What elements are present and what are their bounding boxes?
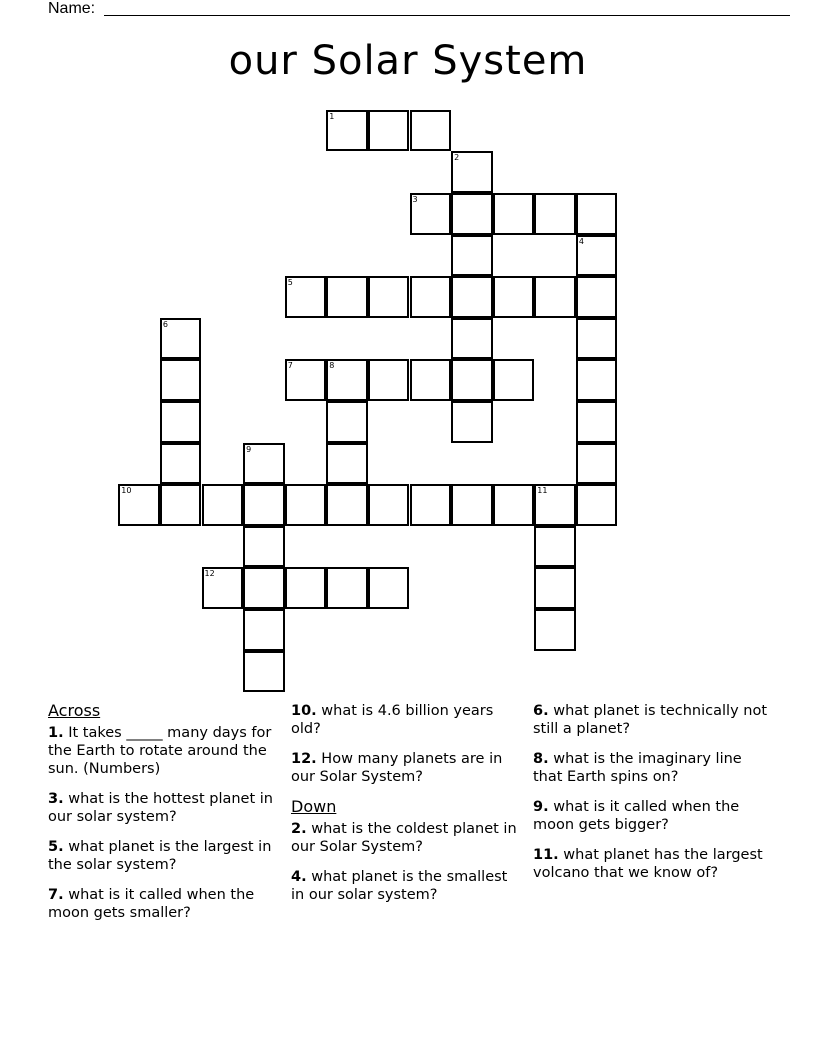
- clues-column-2: [291, 702, 523, 916]
- crossword-cell[interactable]: [493, 193, 535, 235]
- crossword-cell[interactable]: [410, 276, 452, 318]
- clue-number: 3: [412, 195, 418, 204]
- crossword-cell[interactable]: [243, 526, 285, 568]
- clue-item-number: 10.: [291, 703, 317, 719]
- crossword-cell[interactable]: [534, 484, 576, 526]
- clue-item-number: 5.: [48, 839, 64, 855]
- crossword-cell[interactable]: [326, 110, 368, 152]
- crossword-cell[interactable]: [160, 401, 202, 443]
- crossword-cell[interactable]: [451, 151, 493, 193]
- crossword-cell[interactable]: [368, 110, 410, 152]
- crossword-cell[interactable]: [368, 276, 410, 318]
- clue-number: 10: [121, 486, 132, 496]
- crossword-cell[interactable]: [451, 318, 493, 360]
- clue-item-text: what is it called when the moon gets smaller?: [48, 887, 255, 921]
- crossword-cell[interactable]: [576, 276, 618, 318]
- crossword-cell[interactable]: [576, 443, 618, 485]
- crossword-cell[interactable]: [160, 318, 202, 360]
- crossword-cell[interactable]: [576, 235, 618, 277]
- clue-item: [533, 702, 773, 738]
- clue-number: 5: [287, 278, 293, 288]
- crossword-cell[interactable]: [451, 359, 493, 401]
- clue-number: 11: [537, 486, 548, 496]
- down-heading: Down: [291, 797, 337, 816]
- crossword-cell[interactable]: [326, 443, 368, 485]
- crossword-cell[interactable]: [368, 359, 410, 401]
- crossword-cell[interactable]: [534, 609, 576, 651]
- clue-item: [533, 846, 773, 882]
- page-title: our Solar System: [228, 38, 588, 84]
- clue-item: [48, 838, 280, 874]
- clue-item-text: what planet is the largest in the solar system?: [48, 839, 272, 873]
- clue-number: 8: [329, 361, 335, 371]
- crossword-cell[interactable]: [576, 401, 618, 443]
- crossword-cell[interactable]: [576, 484, 618, 526]
- clue-item-text: what planet is technically not still a planet?: [533, 703, 768, 737]
- crossword-cell[interactable]: [202, 567, 244, 609]
- clue-item-number: 2.: [291, 821, 307, 837]
- crossword-cell[interactable]: [451, 235, 493, 277]
- crossword-cell[interactable]: [576, 359, 618, 401]
- crossword-cell[interactable]: [160, 443, 202, 485]
- crossword-cell[interactable]: [576, 193, 618, 235]
- crossword-cell[interactable]: [202, 484, 244, 526]
- clue-number: 2: [454, 153, 460, 163]
- crossword-cell[interactable]: [410, 359, 452, 401]
- crossword-cell[interactable]: [285, 484, 327, 526]
- clue-item: [291, 702, 523, 738]
- clue-item: [48, 886, 280, 922]
- clue-item-text: what planet has the largest volcano that we know of?: [533, 847, 763, 881]
- crossword-cell[interactable]: [160, 359, 202, 401]
- clue-item-text: what planet is the smallest in our solar system?: [291, 869, 508, 903]
- crossword-cell[interactable]: [326, 567, 368, 609]
- clue-item-number: 11.: [533, 847, 559, 863]
- clue-number: 7: [287, 361, 293, 371]
- clue-item-number: 1.: [48, 725, 64, 741]
- crossword-cell[interactable]: [368, 484, 410, 526]
- clue-item-text: what is the imaginary line that Earth spins on?: [533, 751, 742, 785]
- crossword-cell[interactable]: [576, 318, 618, 360]
- clue-item-text: what is the hottest planet in our solar system?: [48, 791, 273, 825]
- clue-number: 1: [329, 111, 335, 121]
- crossword-cell[interactable]: [410, 110, 452, 152]
- crossword-cell[interactable]: [243, 651, 285, 693]
- crossword-cell[interactable]: [451, 484, 493, 526]
- crossword-cell[interactable]: [368, 567, 410, 609]
- clue-item-number: 6.: [533, 703, 549, 719]
- clue-item-text: what is 4.6 billion years old?: [291, 703, 494, 737]
- crossword-cell[interactable]: [243, 443, 285, 485]
- crossword-cell[interactable]: [493, 484, 535, 526]
- clue-item-number: 8.: [533, 751, 549, 767]
- crossword-cell[interactable]: [410, 484, 452, 526]
- crossword-cell[interactable]: [534, 193, 576, 235]
- clue-number: 9: [246, 444, 252, 454]
- clue-number: 12: [204, 569, 215, 579]
- name-label: Name:: [48, 0, 96, 17]
- clue-item-number: 7.: [48, 887, 64, 903]
- clue-item-text: It takes _____ many days for the Earth to rotate around the sun. (Numbers): [48, 725, 272, 777]
- crossword-cell[interactable]: [326, 484, 368, 526]
- crossword-cell[interactable]: [243, 609, 285, 651]
- crossword-cell[interactable]: [326, 401, 368, 443]
- clue-item: [48, 790, 280, 826]
- crossword-cell[interactable]: [534, 567, 576, 609]
- crossword-cell[interactable]: [410, 193, 452, 235]
- clue-item-text: what is it called when the moon gets bigger?: [533, 799, 740, 833]
- clue-item: [533, 750, 773, 786]
- crossword-cell[interactable]: [160, 484, 202, 526]
- crossword-cell[interactable]: [534, 526, 576, 568]
- crossword-cell[interactable]: [493, 359, 535, 401]
- crossword-cell[interactable]: [326, 276, 368, 318]
- clue-number: 6: [162, 319, 168, 329]
- crossword-cell[interactable]: [326, 359, 368, 401]
- across-heading: Across: [48, 701, 101, 720]
- clue-number: 4: [578, 236, 584, 246]
- clue-item: [291, 820, 523, 856]
- crossword-cell[interactable]: [451, 401, 493, 443]
- crossword-cell[interactable]: [451, 276, 493, 318]
- clue-item-text: what is the coldest planet in our Solar System?: [291, 821, 517, 855]
- clue-item-number: 9.: [533, 799, 549, 815]
- clue-item: [291, 868, 523, 904]
- clue-item-number: 3.: [48, 791, 64, 807]
- crossword-cell[interactable]: [285, 567, 327, 609]
- clue-item: [48, 724, 280, 778]
- crossword-cell[interactable]: [118, 484, 160, 526]
- clue-item-number: 4.: [291, 869, 307, 885]
- crossword-cell[interactable]: [243, 567, 285, 609]
- clues-column-3: [533, 702, 773, 894]
- clues-column-1: [48, 702, 280, 934]
- crossword-cell[interactable]: [285, 276, 327, 318]
- clue-item: [533, 798, 773, 834]
- crossword-cell[interactable]: [451, 193, 493, 235]
- crossword-cell[interactable]: [285, 359, 327, 401]
- crossword-cell[interactable]: [493, 276, 535, 318]
- clue-item: [291, 750, 523, 786]
- crossword-cell[interactable]: [534, 276, 576, 318]
- clue-item-number: 12.: [291, 751, 317, 767]
- crossword-cell[interactable]: [243, 484, 285, 526]
- clue-item-text: How many planets are in our Solar System?: [291, 751, 503, 785]
